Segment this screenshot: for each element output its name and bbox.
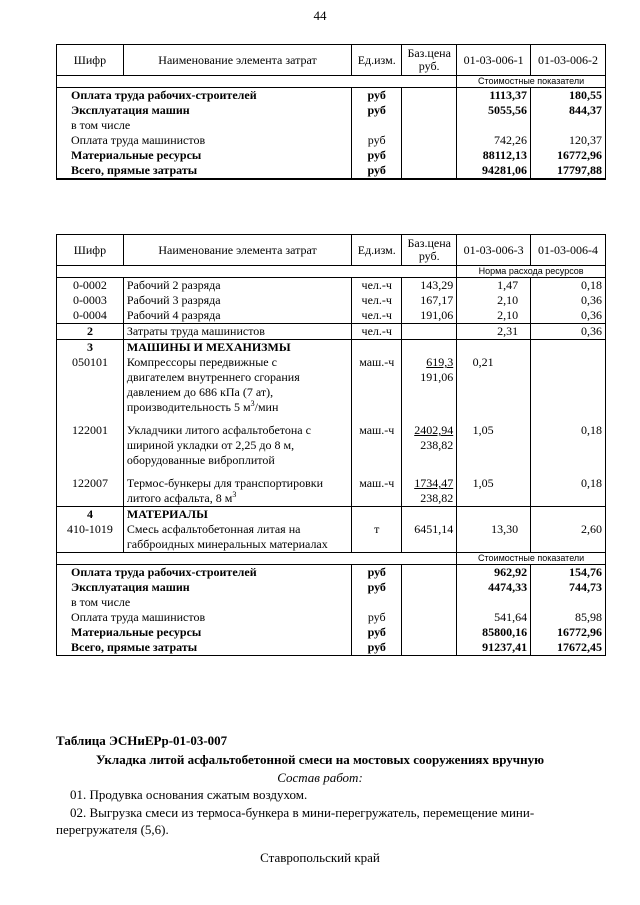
row-name: Затраты труда машинистов	[123, 324, 351, 340]
row-name-line: производительность 5 $м^3$/мин	[126, 399, 279, 414]
row-name	[123, 476, 351, 507]
row-unit: маш.-ч	[352, 355, 402, 423]
table-row	[57, 610, 606, 625]
row-price	[402, 507, 457, 523]
row-value-a: 2,10	[457, 293, 531, 308]
row-value-a: 0,21	[457, 355, 531, 423]
row-price	[402, 133, 457, 148]
row-value-b: 154,76	[531, 565, 606, 581]
row-unit: маш.-ч	[352, 476, 402, 507]
row-code: 2	[57, 324, 124, 340]
table-row	[57, 293, 606, 308]
row-unit: руб	[352, 88, 402, 104]
row-value-b: 744,73	[531, 580, 606, 595]
row-name: в том числе	[57, 595, 352, 610]
table-row	[57, 565, 606, 581]
row-value-b	[531, 595, 606, 610]
subheader-norm: Норма расхода ресурсов	[457, 266, 606, 278]
cost-table-1	[56, 44, 606, 180]
row-name	[123, 355, 351, 423]
row-name-line: Смесь асфальтобетонная литая на	[126, 522, 301, 536]
row-name: Оплата труда рабочих-строителей	[57, 565, 352, 581]
header-code: Шифр	[57, 45, 124, 76]
row-value-b	[531, 507, 606, 523]
table-row	[57, 355, 606, 423]
row-code: 122001	[57, 423, 124, 476]
row-value-a: 13,30	[457, 522, 531, 553]
header-name: Наименование элемента затрат	[123, 45, 351, 76]
table-row	[57, 133, 606, 148]
price-secondary: 238,82	[420, 438, 454, 452]
row-name: МАТЕРИАЛЫ	[123, 507, 351, 523]
row-price: 6451,14	[402, 522, 457, 553]
table-row	[57, 507, 606, 523]
row-value-b	[531, 340, 606, 356]
row-price	[402, 340, 457, 356]
row-price	[402, 103, 457, 118]
superscript: 3	[232, 490, 237, 499]
row-price	[402, 118, 457, 133]
row-unit: чел.-ч	[352, 308, 402, 324]
price-primary: 619,3	[426, 355, 454, 369]
table-row	[57, 522, 606, 553]
header-unit: Ед.изм.	[352, 235, 402, 266]
row-code: 122007	[57, 476, 124, 507]
price-secondary: 191,06	[420, 370, 454, 384]
row-value-b: 16772,96	[531, 148, 606, 163]
row-value-b: 17672,45	[531, 640, 606, 656]
row-price	[402, 640, 457, 656]
subheader-cost: Стоимостные показатели	[457, 76, 606, 88]
row-unit: т	[352, 522, 402, 553]
row-price	[402, 595, 457, 610]
row-value-b: 85,98	[531, 610, 606, 625]
row-name-line: шириной укладки от 2,25 до 8 м,	[126, 438, 295, 452]
row-value-b	[531, 355, 606, 423]
region: Ставропольский край	[260, 850, 380, 865]
table-row	[57, 476, 606, 507]
header-code: Шифр	[57, 235, 124, 266]
row-price	[402, 324, 457, 340]
row-name: Эксплуатация машин	[57, 580, 352, 595]
row-value-b: 17797,88	[531, 163, 606, 179]
work-step-2-line-2: перегружателя (5,6).	[56, 822, 169, 837]
row-name: Рабочий 2 разряда	[123, 278, 351, 294]
row-code: 0-0002	[57, 278, 124, 294]
row-value-b: 2,60	[531, 522, 606, 553]
row-value-a: 2,10	[457, 308, 531, 324]
table-row	[57, 640, 606, 656]
row-code: 050101	[57, 355, 124, 423]
row-value-a: 962,92	[457, 565, 531, 581]
row-code: 0-0003	[57, 293, 124, 308]
row-value-b: 120,37	[531, 133, 606, 148]
header-base-price: Баз.цена руб.	[402, 235, 457, 266]
row-name-line: двигателем внутреннего сгорания	[126, 370, 300, 384]
table-row	[57, 148, 606, 163]
row-price	[402, 610, 457, 625]
table-subtitle: Укладка литой асфальтобетонной смеси на мостовых сооружениях вручную	[95, 752, 545, 767]
row-name: Оплата труда машинистов	[57, 610, 352, 625]
table-row	[57, 625, 606, 640]
row-unit	[352, 118, 402, 133]
row-name-line: Термос-бункеры для транспортировки	[126, 476, 324, 490]
superscript: 3	[250, 399, 255, 408]
row-value-a: 94281,06	[457, 163, 531, 179]
row-unit: чел.-ч	[352, 293, 402, 308]
row-value-a: 4474,33	[457, 580, 531, 595]
row-unit: чел.-ч	[352, 324, 402, 340]
work-step-1: 01. Продувка основания сжатым воздухом.	[70, 787, 308, 802]
price-primary: 1734,47	[414, 476, 454, 490]
row-price	[402, 625, 457, 640]
table-row	[57, 163, 606, 179]
row-unit	[352, 507, 402, 523]
row-name: Оплата труда рабочих-строителей	[57, 88, 352, 104]
row-name-line: Укладчики литого асфальтобетона с	[126, 423, 311, 437]
works-heading: Состав работ:	[277, 770, 363, 785]
table-row	[57, 580, 606, 595]
row-price: 143,29	[402, 278, 457, 294]
header-col-a: 01-03-006-1	[457, 45, 531, 76]
row-name: Всего, прямые затраты	[57, 163, 352, 179]
row-name: Оплата труда машинистов	[57, 133, 352, 148]
row-unit: руб	[352, 610, 402, 625]
row-code: 410-1019	[57, 522, 124, 553]
table-row	[57, 595, 606, 610]
row-value-b: 0,18	[531, 278, 606, 294]
table-row	[57, 103, 606, 118]
header-col-a: 01-03-006-3	[457, 235, 531, 266]
row-name: Материальные ресурсы	[57, 625, 352, 640]
header-col-b: 01-03-006-2	[531, 45, 606, 76]
row-value-b: 844,37	[531, 103, 606, 118]
row-value-a: 1,47	[457, 278, 531, 294]
row-unit: руб	[352, 163, 402, 179]
row-name: Материальные ресурсы	[57, 148, 352, 163]
row-price	[402, 580, 457, 595]
row-name-line: Компрессоры передвижные с	[126, 355, 277, 369]
row-price	[402, 565, 457, 581]
row-unit: руб	[352, 640, 402, 656]
row-price	[402, 88, 457, 104]
row-name-line: габброидных минеральных материалах	[126, 537, 328, 551]
row-value-a: 1113,37	[457, 88, 531, 104]
row-value-a: 5055,56	[457, 103, 531, 118]
header-unit: Ед.изм.	[352, 45, 402, 76]
header-base-price: Баз.цена руб.	[402, 45, 457, 76]
price-primary: 2402,94	[414, 423, 454, 437]
row-code: 4	[57, 507, 124, 523]
row-name	[123, 423, 351, 476]
row-unit	[352, 340, 402, 356]
row-name: Рабочий 3 разряда	[123, 293, 351, 308]
row-value-a: 91237,41	[457, 640, 531, 656]
row-value-b: 180,55	[531, 88, 606, 104]
subheader-row	[57, 553, 606, 565]
row-price	[402, 355, 457, 423]
row-unit	[352, 595, 402, 610]
row-value-b: 16772,96	[531, 625, 606, 640]
table-row	[57, 118, 606, 133]
row-unit: руб	[352, 580, 402, 595]
price-secondary: 238,82	[420, 491, 454, 505]
row-value-b	[531, 118, 606, 133]
row-value-a: 1,05	[457, 476, 531, 507]
header-col-b: 01-03-006-4	[531, 235, 606, 266]
row-price	[402, 163, 457, 179]
row-unit: руб	[352, 148, 402, 163]
table-row	[57, 324, 606, 340]
row-name-line: литого асфальта, 8 $м^3$	[126, 490, 237, 505]
row-price	[402, 476, 457, 507]
row-value-a: 2,31	[457, 324, 531, 340]
row-value-a: 88112,13	[457, 148, 531, 163]
row-value-a: 541,64	[457, 610, 531, 625]
row-name	[123, 522, 351, 553]
row-value-b: 0,18	[531, 423, 606, 476]
row-name: МАШИНЫ И МЕХАНИЗМЫ	[123, 340, 351, 356]
row-value-a: 742,26	[457, 133, 531, 148]
table-title: Таблица ЭСНиЕРр-01-03-007	[56, 733, 228, 748]
row-name-line: оборудованные виброплитой	[126, 453, 275, 467]
row-value-a	[457, 340, 531, 356]
page-number: 44	[313, 8, 327, 23]
table-row-spacer	[57, 179, 606, 180]
row-price	[402, 423, 457, 476]
row-value-a: 1,05	[457, 423, 531, 476]
table-row	[57, 308, 606, 324]
row-unit: руб	[352, 565, 402, 581]
row-price	[402, 148, 457, 163]
row-value-b: 0,36	[531, 293, 606, 308]
row-name-line: давлением до 686 кПа (7 ат),	[126, 385, 274, 399]
table-row	[57, 340, 606, 356]
row-name: Эксплуатация машин	[57, 103, 352, 118]
row-name: Рабочий 4 разряда	[123, 308, 351, 324]
row-name: Всего, прямые затраты	[57, 640, 352, 656]
row-value-a	[457, 118, 531, 133]
row-price: 191,06	[402, 308, 457, 324]
subheader-cost: Стоимостные показатели	[457, 553, 606, 565]
row-price: 167,17	[402, 293, 457, 308]
header-name: Наименование элемента затрат	[123, 235, 351, 266]
row-value-a	[457, 507, 531, 523]
row-value-b: 0,18	[531, 476, 606, 507]
row-code: 0-0004	[57, 308, 124, 324]
row-value-a: 85800,16	[457, 625, 531, 640]
table-row	[57, 423, 606, 476]
table-row	[57, 278, 606, 294]
table-row	[57, 88, 606, 104]
row-unit: чел.-ч	[352, 278, 402, 294]
row-value-a	[457, 595, 531, 610]
row-code: 3	[57, 340, 124, 356]
row-unit: руб	[352, 133, 402, 148]
row-unit: руб	[352, 625, 402, 640]
row-value-b: 0,36	[531, 308, 606, 324]
subheader-blank	[57, 553, 457, 565]
row-unit: маш.-ч	[352, 423, 402, 476]
row-value-b: 0,36	[531, 324, 606, 340]
cost-table-2	[56, 234, 606, 656]
work-step-2-line-1: 02. Выгрузка смеси из термоса-бункера в мини-перегружатель, перемещение мини-	[70, 805, 535, 820]
row-unit: руб	[352, 103, 402, 118]
row-name: в том числе	[57, 118, 352, 133]
